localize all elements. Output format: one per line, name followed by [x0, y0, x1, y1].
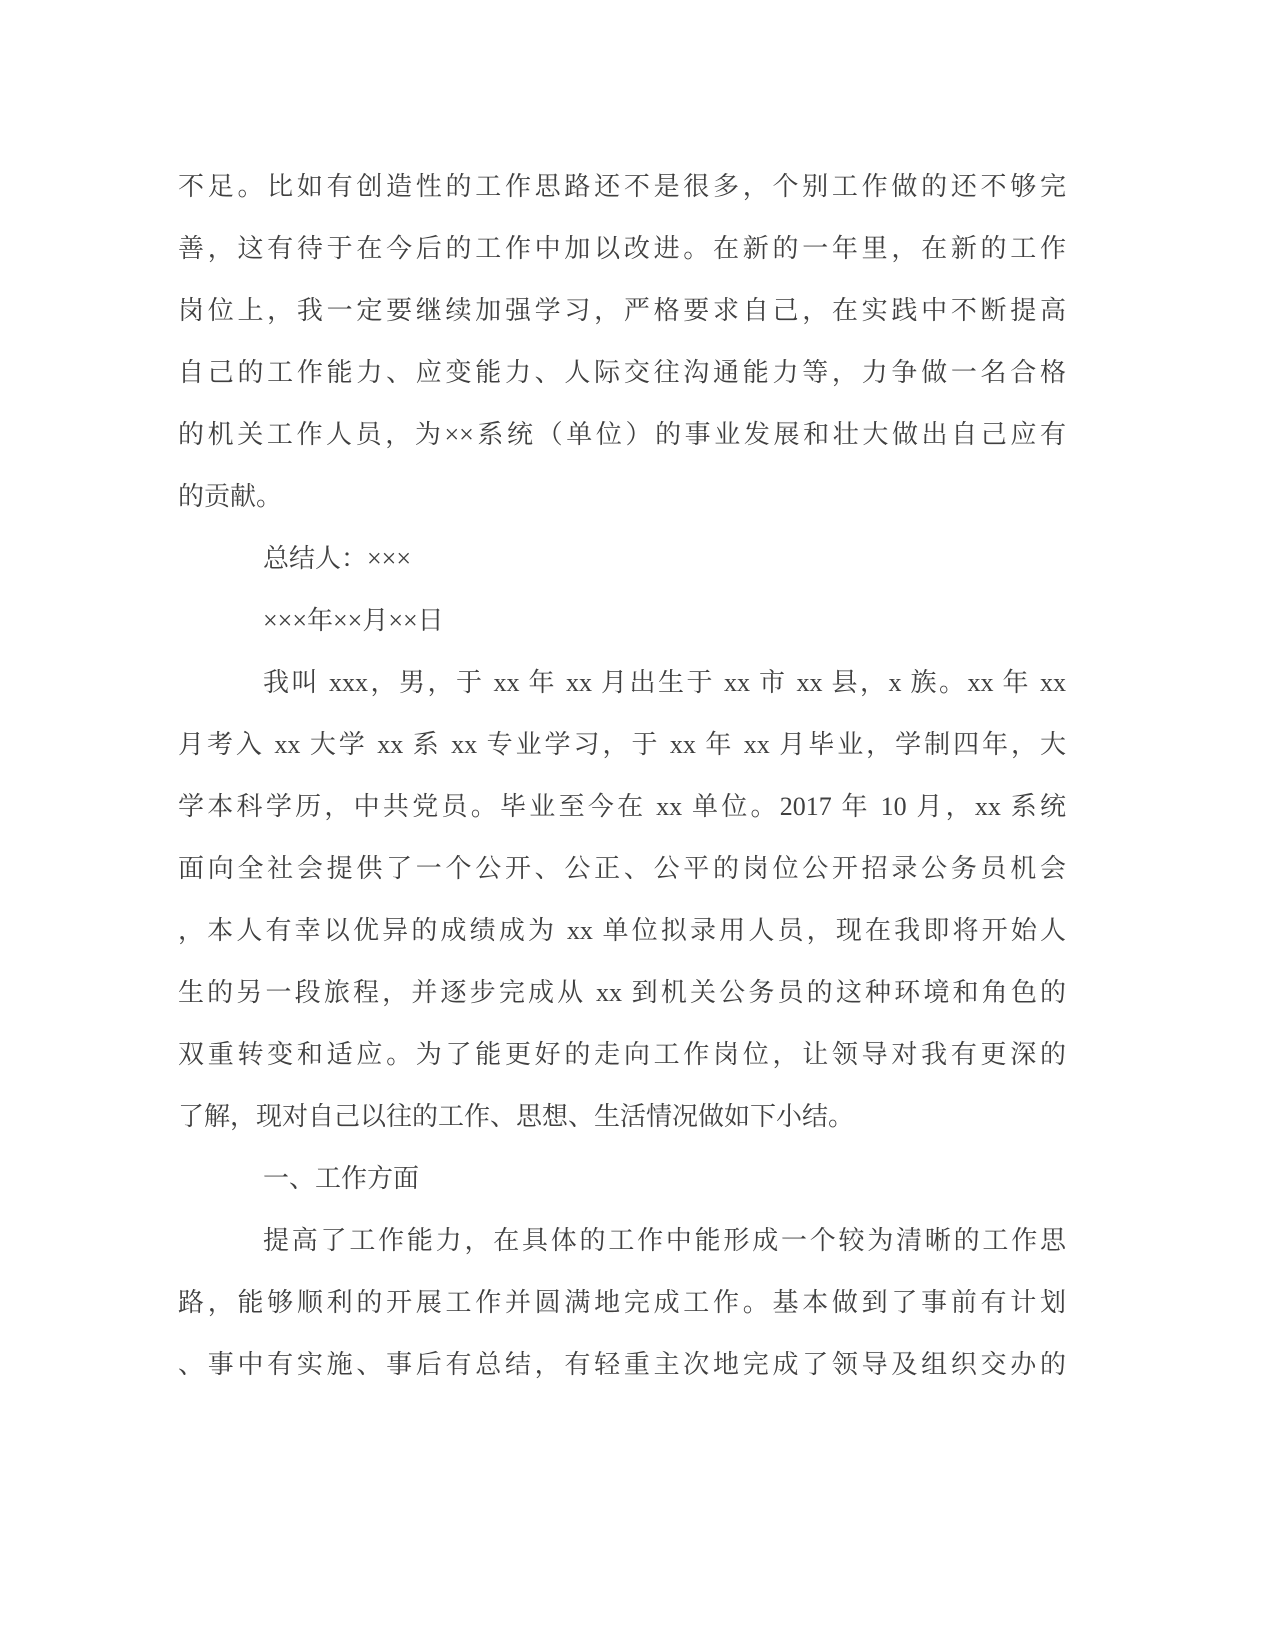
text-line: 提高了工作能力，在具体的工作中能形成一个较为清晰的工作思	[263, 1226, 1066, 1255]
section-heading-work: 一、工作方面	[263, 1164, 420, 1193]
text-line: 的贡献。	[178, 482, 283, 511]
text-line: 自己的工作能力、应变能力、人际交往沟通能力等，力争做一名合格	[178, 358, 1066, 387]
text-line: 、事中有实施、事后有总结，有轻重主次地完成了领导及组织交办的	[178, 1350, 1066, 1379]
document-body-text	[178, 156, 1066, 1396]
text-line: 学本科学历，中共党员。毕业至今在 xx 单位。2017 年 10 月，xx 系统	[178, 792, 1066, 821]
text-line: ，本人有幸以优异的成绩成为 xx 单位拟录用人员，现在我即将开始人	[178, 916, 1066, 945]
text-line: 善，这有待于在今后的工作中加以改进。在新的一年里，在新的工作	[178, 234, 1066, 263]
summary-date-line: ×××年××月××日	[263, 606, 444, 635]
text-line: 我叫 xxx，男，于 xx 年 xx 月出生于 xx 市 xx 县，x 族。xx 年 xx	[263, 668, 1066, 697]
text-line: 不足。比如有创造性的工作思路还不是很多，个别工作做的还不够完	[178, 172, 1066, 201]
text-line: 的机关工作人员，为××系统（单位）的事业发展和壮大做出自己应有	[178, 420, 1066, 449]
text-line: 生的另一段旅程，并逐步完成从 xx 到机关公务员的这种环境和角色的	[178, 978, 1066, 1007]
summary-author-line: 总结人：×××	[263, 544, 411, 573]
text-line: 了解，现对自己以往的工作、思想、生活情况做如下小结。	[178, 1102, 855, 1131]
text-line: 路，能够顺利的开展工作并圆满地完成工作。基本做到了事前有计划	[178, 1288, 1066, 1317]
text-line: 双重转变和适应。为了能更好的走向工作岗位，让领导对我有更深的	[178, 1040, 1066, 1069]
text-line: 面向全社会提供了一个公开、公正、公平的岗位公开招录公务员机会	[178, 854, 1066, 883]
text-line: 月考入 xx 大学 xx 系 xx 专业学习，于 xx 年 xx 月毕业，学制四年，大	[178, 730, 1066, 759]
text-line: 岗位上，我一定要继续加强学习，严格要求自己，在实践中不断提高	[178, 296, 1066, 325]
